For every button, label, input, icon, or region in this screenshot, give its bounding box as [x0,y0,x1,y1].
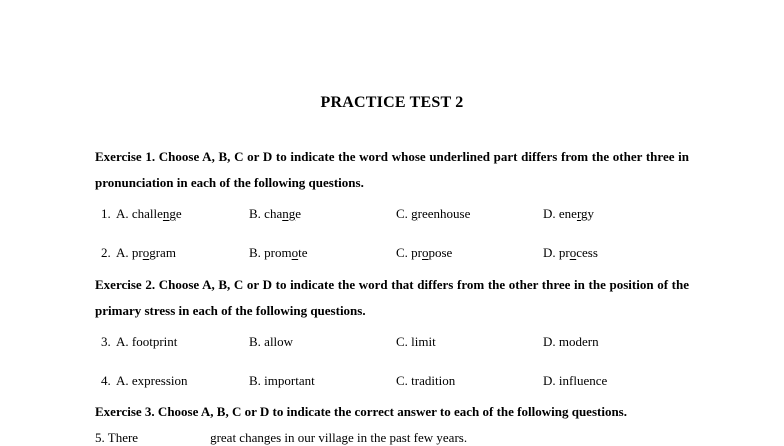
option-d: D. energy [543,206,595,221]
page-title: PRACTICE TEST 2 [320,94,464,111]
option-c: C. propose [396,245,453,260]
question-4 [0,373,784,391]
option-d: D. influence [543,373,608,388]
option-a: A. expression [116,373,188,388]
question-5-start: 5. There [95,430,139,445]
question-number: 2. [101,245,111,260]
question-5 [95,430,467,446]
question-2 [0,245,784,263]
question-number: 3. [101,334,111,349]
option-c: C. tradition [396,373,456,388]
option-b: B. change [249,206,301,221]
question-1 [0,206,784,224]
option-a: A. footprint [116,334,178,349]
option-a: A. challenge [116,206,182,221]
exercise-3-instruction: Exercise 3. Choose A, B, C or D to indicate the correct answer to each of the following questions. [95,404,627,419]
exercise-1-instruction: Exercise 1. Choose A, B, C or D to indicate the word whose underlined part differs from the other three in pronunciation in each of the following questions. [95,149,689,190]
question-3 [0,334,784,352]
question-number: 4. [101,373,111,388]
option-b: B. allow [249,334,294,349]
option-c: C. greenhouse [396,206,471,221]
option-b: B. important [249,373,315,388]
exercise-2-instruction: Exercise 2. Choose A, B, C or D to indicate the word that differs from the other three in the position of the primary stress in each of the following questions. [95,277,689,318]
option-b: B. promote [249,245,308,260]
option-c: C. limit [396,334,436,349]
option-d: D. modern [543,334,599,349]
question-5-end: great changes in our village in the past few years. [210,430,468,445]
option-a: A. program [116,245,176,260]
option-d: D. process [543,245,598,260]
question-number: 1. [101,206,111,221]
